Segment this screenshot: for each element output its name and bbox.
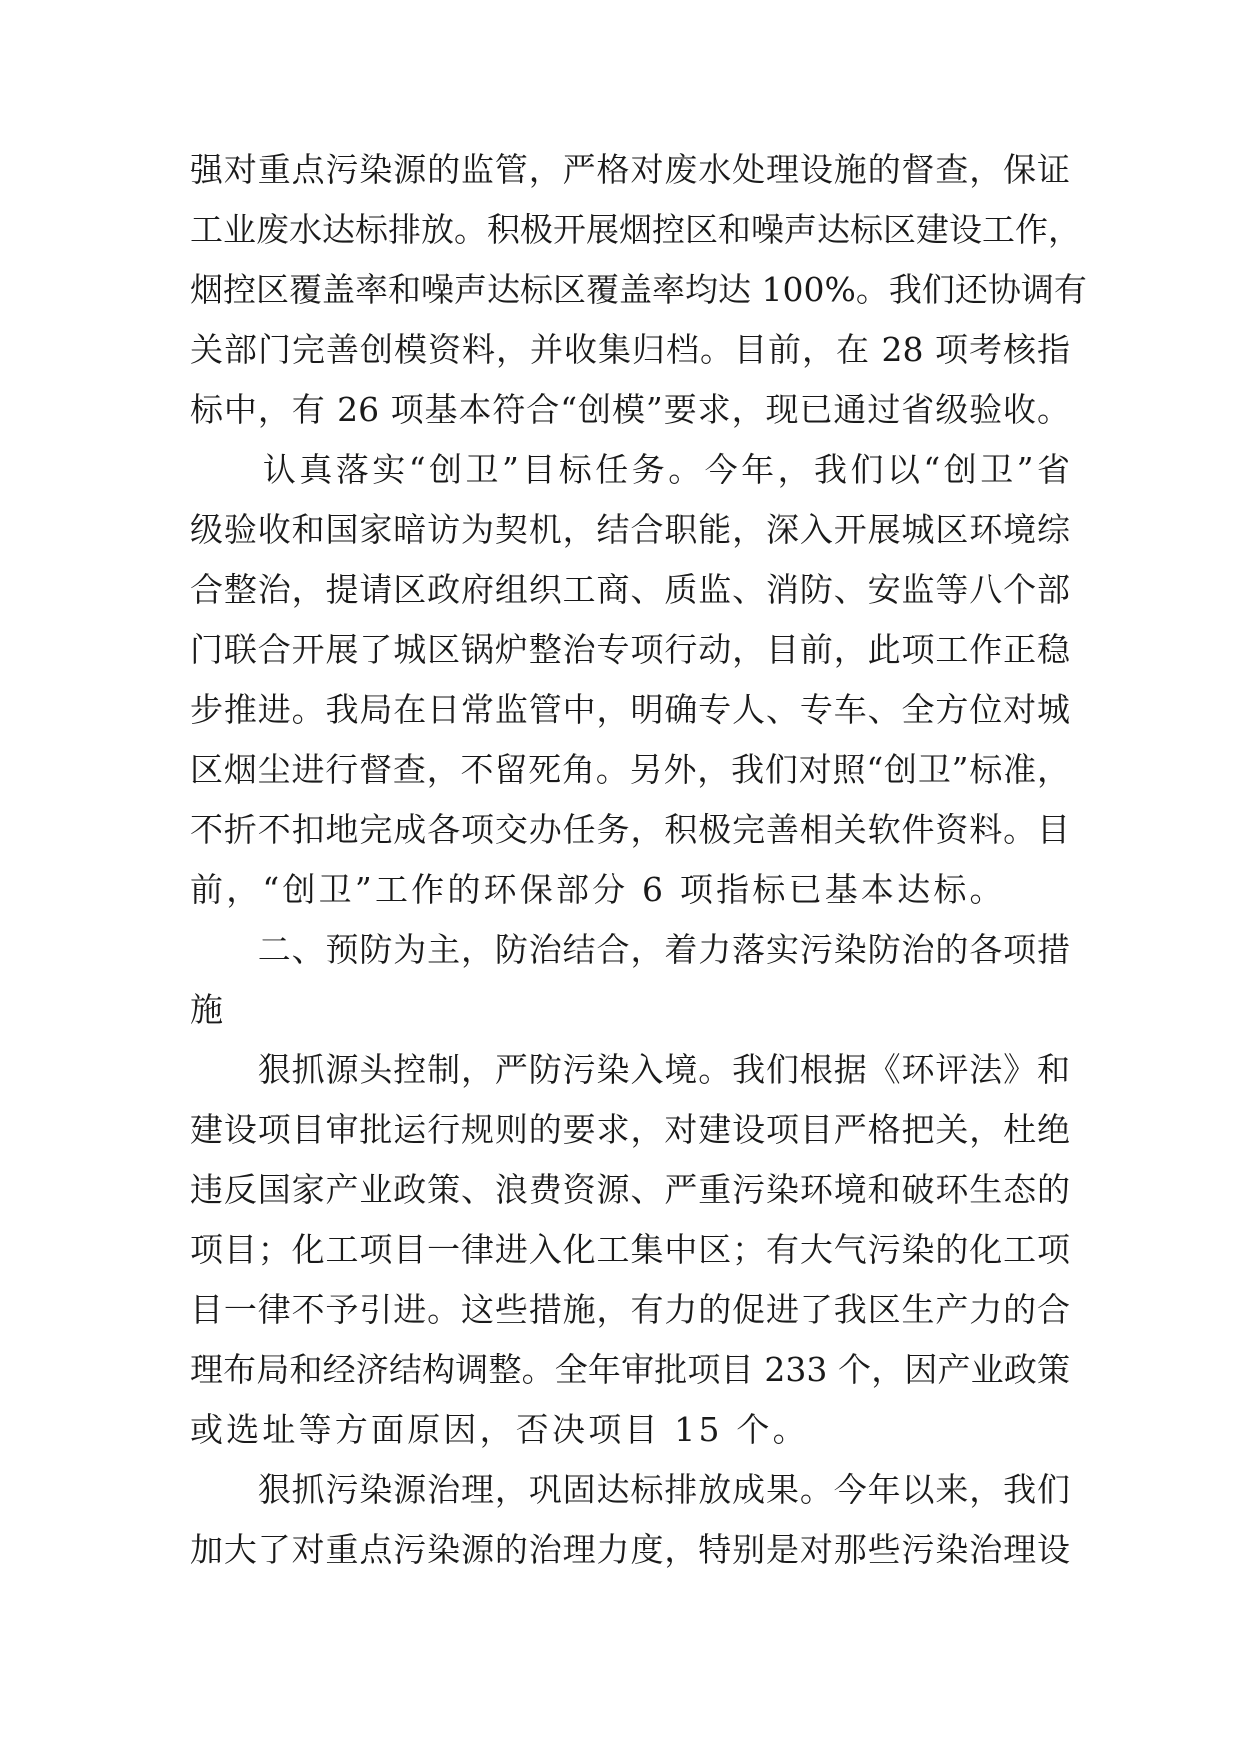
paragraph-start: 狠抓源头控制，严防污染入境。我们根据《环评法》和: [190, 1050, 1070, 1089]
text-line: 目一律不予引进。这些措施，有力的促进了我区生产力的合: [190, 1290, 1070, 1329]
text-line: 建设项目审批运行规则的要求，对建设项目严格把关，杜绝: [190, 1110, 1070, 1149]
section-heading: 二、预防为主，防治结合，着力落实污染防治的各项措: [190, 930, 1070, 969]
text-line: 强对重点污染源的监管，严格对废水处理设施的督查，保证: [190, 150, 1070, 189]
paragraph-start: 认真落实“创卫”目标任务。今年，我们以“创卫”省: [190, 450, 1070, 489]
text-line: 违反国家产业政策、浪费资源、严重污染环境和破环生态的: [190, 1170, 1070, 1209]
section-heading-end: 施: [190, 990, 227, 1029]
text-line: 工业废水达标排放。积极开展烟控区和噪声达标区建设工作，: [190, 210, 1081, 249]
text-line: 门联合开展了城区锅炉整治专项行动，目前，此项工作正稳: [190, 630, 1070, 669]
paragraph-end: 前，“创卫”工作的环保部分 6 项指标已基本达标。: [190, 870, 1006, 909]
text-line: 烟控区覆盖率和噪声达标区覆盖率均达 100%。我们还协调有: [190, 270, 1087, 309]
text-line: 合整治，提请区政府组织工商、质监、消防、安监等八个部: [190, 570, 1070, 609]
text-line: 项目；化工项目一律进入化工集中区；有大气污染的化工项: [190, 1230, 1070, 1269]
text-line: 标中，有 26 项基本符合“创模”要求，现已通过省级验收。: [190, 390, 1070, 429]
text-line: 步推进。我局在日常监管中，明确专人、专车、全方位对城: [190, 690, 1070, 729]
paragraph-start: 狠抓污染源治理，巩固达标排放成果。今年以来，我们: [190, 1470, 1070, 1509]
text-line: 关部门完善创模资料，并收集归档。目前，在 28 项考核指: [190, 330, 1070, 369]
text-line: 不折不扣地完成各项交办任务，积极完善相关软件资料。目: [190, 810, 1070, 849]
paragraph-end: 或选址等方面原因，否决项目 15 个。: [190, 1410, 809, 1449]
text-line: 加大了对重点污染源的治理力度，特别是对那些污染治理设: [190, 1530, 1070, 1569]
text-line: 级验收和国家暗访为契机，结合职能，深入开展城区环境综: [190, 510, 1070, 549]
text-line: 区烟尘进行督查，不留死角。另外，我们对照“创卫”标准，: [190, 750, 1070, 789]
text-line: 理布局和经济结构调整。全年审批项目 233 个，因产业政策: [190, 1350, 1070, 1389]
